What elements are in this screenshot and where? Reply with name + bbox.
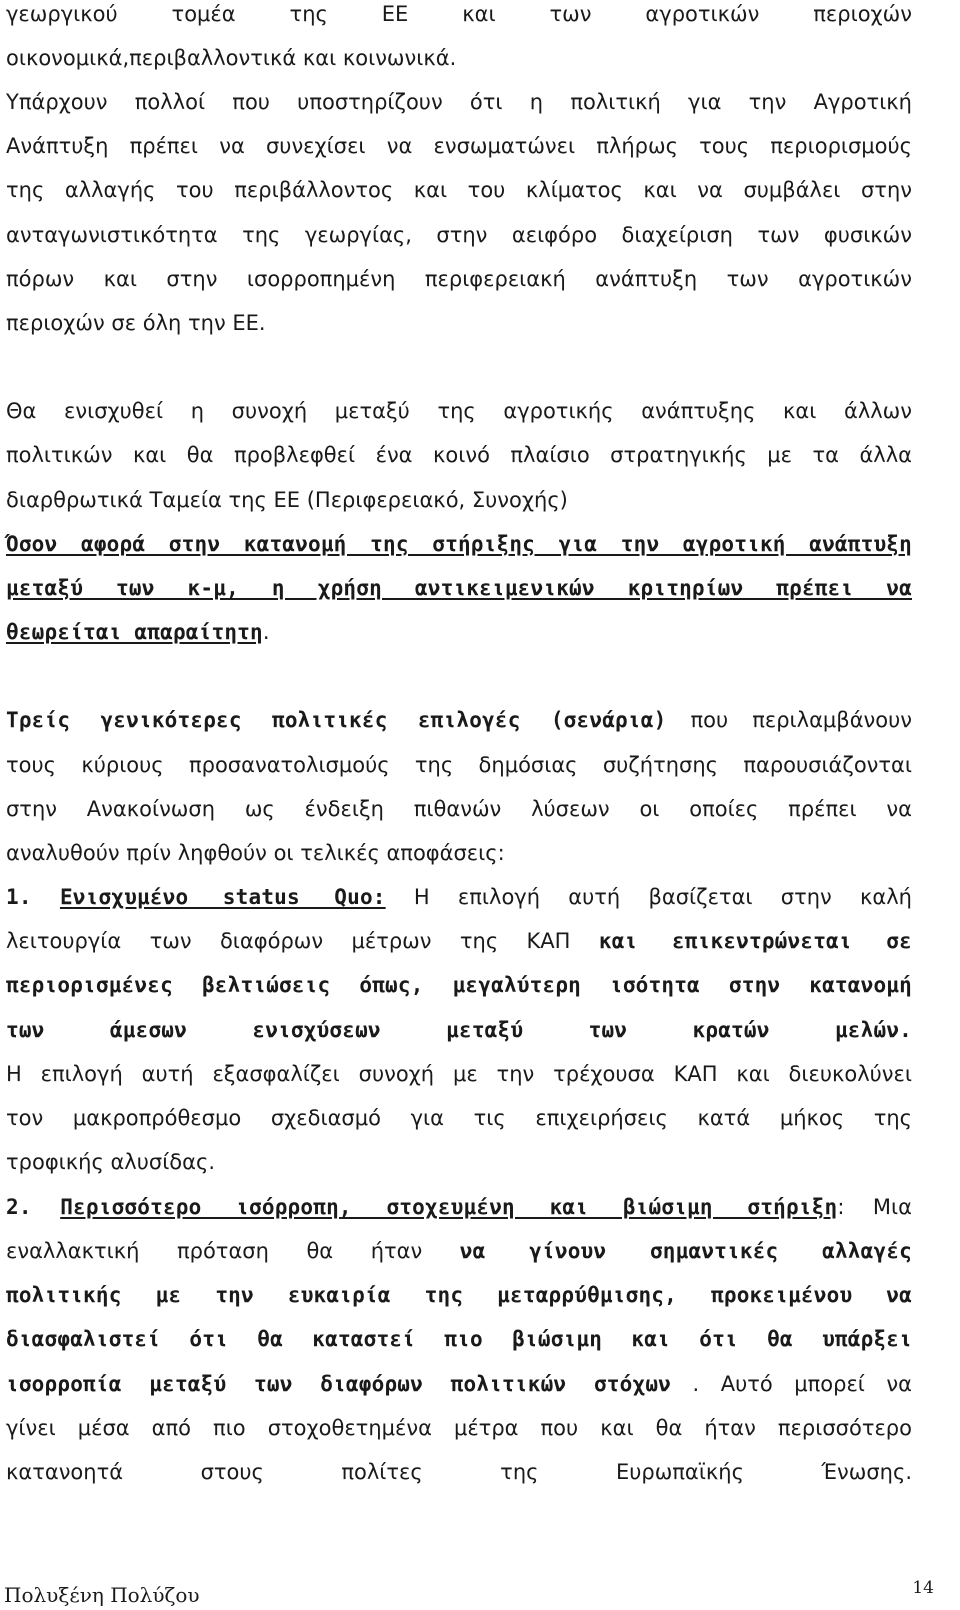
text-span: που περιλαμβάνουν	[666, 708, 912, 732]
text-line: τον μακροπρόθεσμο σχεδιασμό για τις επιχειρήσεις κατά μήκος της	[6, 1106, 912, 1130]
text-line: γεωργικού τομέα της ΕΕ και των αγροτικών περιοχών	[6, 2, 912, 26]
text-line: τροφικής αλυσίδας.	[6, 1150, 215, 1174]
text-line: Υπάρχουν πολλοί που υποστηρίζουν ότι η πολιτική για την Αγροτική	[6, 90, 912, 114]
bold-text: Τρείς γενικότερες πολιτικές επιλογές (σενάρια)	[6, 708, 667, 732]
text-line: Η επιλογή αυτή εξασφαλίζει συνοχή με την τρέχουσα ΚΑΠ και διευκολύνει	[6, 1062, 912, 1086]
footer-author: Πολυξένη Πολύζου	[4, 1583, 200, 1607]
bold-underlined-line: Όσον αφορά στην κατανομή της στήριξης για την αγροτική ανάπτυξη	[6, 532, 912, 556]
bold-underlined-text: θεωρείται απαραίτητη	[6, 620, 263, 644]
bold-line: των άμεσων ενισχύσεων μεταξύ των κρατών μελών.	[6, 1018, 912, 1042]
text-line: αναλυθούν πρίν ληφθούν οι τελικές αποφάσεις:	[6, 841, 505, 865]
text-line: πολιτικών και θα προβλεφθεί ένα κοινό πλαίσιο στρατηγικής με τα άλλα	[6, 443, 912, 467]
text-line: Ανάπτυξη πρέπει να συνεχίσει να ενσωματώνει πλήρως τους περιορισμούς	[6, 134, 912, 158]
text-line: γίνει μέσα από πιο στοχοθετημένα μέτρα που και θα ήταν περισσότερο	[6, 1416, 912, 1440]
text-line: τους κύριους προσανατολισμούς της δημόσιας συζήτησης παρουσιάζονται	[6, 753, 912, 777]
text-line: Θα ενισχυθεί η συνοχή μεταξύ της αγροτικής ανάπτυξης και άλλων	[6, 399, 912, 423]
option-heading-line	[6, 883, 912, 911]
text-line	[6, 927, 912, 955]
text-line	[6, 706, 912, 734]
text-line: πόρων και στην ισορροπημένη περιφερειακή ανάπτυξη των αγροτικών	[6, 267, 912, 291]
text-line: διαρθρωτικά Ταμεία της ΕΕ (Περιφερειακό, Συνοχής)	[6, 488, 568, 512]
option-number: 2.	[6, 1195, 32, 1219]
text-span: .	[262, 620, 270, 644]
bold-line: πολιτικής με την ευκαιρία της μεταρρύθμισης, προκειμένου να	[6, 1283, 912, 1307]
text-span: . Αυτό μπορεί να	[671, 1372, 912, 1396]
text-line	[6, 1370, 912, 1398]
text-span: Η επιλογή αυτή βασίζεται στην καλή	[385, 885, 912, 909]
text-line	[6, 1237, 912, 1265]
text-line: περιοχών σε όλη την ΕΕ.	[6, 311, 266, 335]
text-span: εναλλακτική πρόταση θα ήταν	[6, 1239, 460, 1263]
option-title: Περισσότερο ισόρροπη, στοχευμένη και βιώσιμη στήριξη	[60, 1195, 838, 1219]
text-span: : Μια	[837, 1195, 912, 1219]
text-line: στην Ανακοίνωση ως ένδειξη πιθανών λύσεων οι οποίες πρέπει να	[6, 797, 912, 821]
option-title: Ενισχυμένο status Quo:	[59, 885, 386, 909]
bold-line: διασφαλιστεί ότι θα καταστεί πιο βιώσιμη και ότι θα υπάρξει	[6, 1327, 912, 1351]
bold-line: περιορισμένες βελτιώσεις όπως, μεγαλύτερη ισότητα στην κατανομή	[6, 973, 912, 997]
bold-text: ισορροπία μεταξύ των διαφόρων πολιτικών στόχων	[6, 1372, 672, 1396]
text-line	[6, 618, 912, 646]
text-span: λειτουργία των διαφόρων μέτρων της ΚΑΠ	[6, 929, 599, 953]
text-line: της αλλαγής του περιβάλλοντος και του κλίματος και να συμβάλει στην	[6, 178, 912, 202]
option-heading-line	[6, 1193, 912, 1221]
bold-text: και επικεντρώνεται σε	[598, 929, 912, 953]
page-number: 14	[912, 1578, 934, 1598]
option-number: 1.	[6, 885, 32, 909]
bold-underlined-line: μεταξύ των κ-μ, η χρήση αντικειμενικών κριτηρίων πρέπει να	[6, 576, 912, 600]
text-line: οικονομικά,περιβαλλοντικά και κοινωνικά.	[6, 46, 457, 70]
text-line: κατανοητά στους πολίτες της Ευρωπαϊκής Ένωσης.	[6, 1460, 912, 1484]
text-line: ανταγωνιστικότητα της γεωργίας, στην αειφόρο διαχείριση των φυσικών	[6, 223, 912, 247]
bold-text: να γίνουν σημαντικές αλλαγές	[459, 1239, 913, 1263]
